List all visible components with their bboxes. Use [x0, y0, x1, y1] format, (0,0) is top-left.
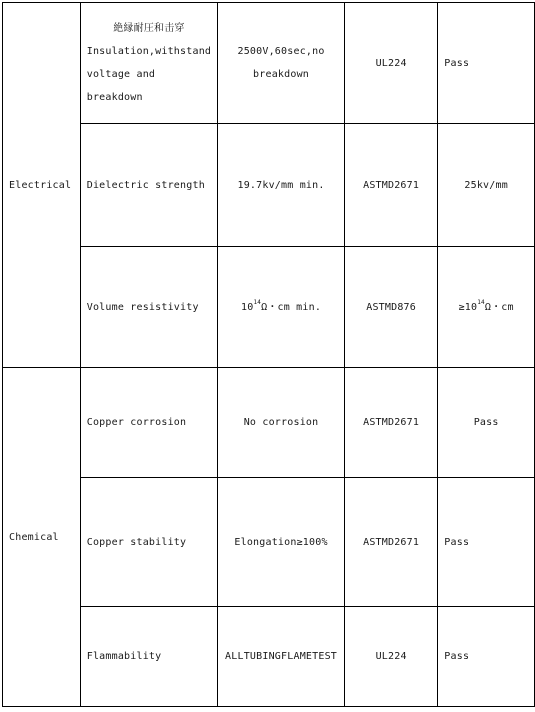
table-row	[3, 478, 535, 607]
value-cell	[218, 368, 345, 478]
method-text: ASTMD2671	[363, 179, 420, 191]
result-base: ≥10	[458, 301, 478, 313]
table-row	[3, 607, 535, 707]
result-text: Pass	[444, 651, 470, 662]
property-cell	[80, 478, 217, 607]
method-cell	[344, 124, 437, 247]
method-text: ASTMD2671	[363, 417, 420, 428]
result-exponent: 14	[477, 299, 485, 307]
value-text: 19.7kv/mm min.	[237, 179, 325, 191]
result-cell	[438, 368, 535, 478]
property-label: Dielectric strength	[86, 179, 205, 191]
property-label: Volume resistivity	[86, 301, 199, 313]
value-exponent: 14	[253, 299, 262, 307]
value-cell	[218, 607, 345, 707]
category-label: Electrical	[9, 179, 72, 191]
result-text: 25kv/mm	[464, 179, 508, 191]
method-text: UL224	[375, 57, 407, 69]
result-text: Pass	[444, 57, 470, 69]
property-cell	[80, 3, 217, 124]
value-base: 10	[241, 301, 254, 313]
value-text-continued: breakdown	[253, 69, 310, 80]
value-text: ALLTUBINGFLAMETEST	[225, 651, 338, 662]
value-text: No corrosion	[243, 417, 319, 428]
method-text: ASTMD876	[366, 301, 416, 313]
value-cell	[218, 478, 345, 607]
method-text: UL224	[375, 651, 407, 662]
result-cell	[438, 3, 535, 124]
value-cell	[218, 247, 345, 368]
property-label-continued: voltage and breakdown	[86, 69, 156, 103]
value-text: Elongation≥100%	[234, 536, 328, 548]
method-cell	[344, 247, 437, 368]
property-label: Copper corrosion	[86, 417, 187, 428]
table-row	[3, 368, 535, 478]
property-label: Copper stability	[86, 536, 187, 548]
result-cell	[438, 247, 535, 368]
property-label: Flammability	[86, 651, 162, 662]
property-cell	[80, 124, 217, 247]
table-row	[3, 124, 535, 247]
result-unit: Ω・cm	[484, 301, 514, 313]
value-cell	[218, 124, 345, 247]
result-text: Pass	[444, 536, 470, 548]
table-row	[3, 3, 535, 124]
method-cell	[344, 3, 437, 124]
property-cell	[80, 607, 217, 707]
property-cell	[80, 247, 217, 368]
value-cell	[218, 3, 345, 124]
category-cell-chemical	[3, 368, 81, 707]
result-cell	[438, 478, 535, 607]
property-label-chinese: 絶縁耐圧和击穿	[113, 23, 185, 34]
specification-table	[2, 2, 535, 707]
result-text: Pass	[473, 417, 499, 428]
result-cell	[438, 124, 535, 247]
method-cell	[344, 607, 437, 707]
value-text: 2500V,60sec,no	[237, 46, 325, 57]
result-cell	[438, 607, 535, 707]
property-cell	[80, 368, 217, 478]
category-label: Chemical	[9, 531, 59, 543]
method-cell	[344, 478, 437, 607]
category-cell-electrical	[3, 3, 81, 368]
property-label: Insulation,withstand	[86, 46, 212, 57]
table-row	[3, 247, 535, 368]
method-text: ASTMD2671	[363, 536, 420, 548]
method-cell	[344, 368, 437, 478]
value-unit: Ω・cm min.	[261, 301, 322, 313]
